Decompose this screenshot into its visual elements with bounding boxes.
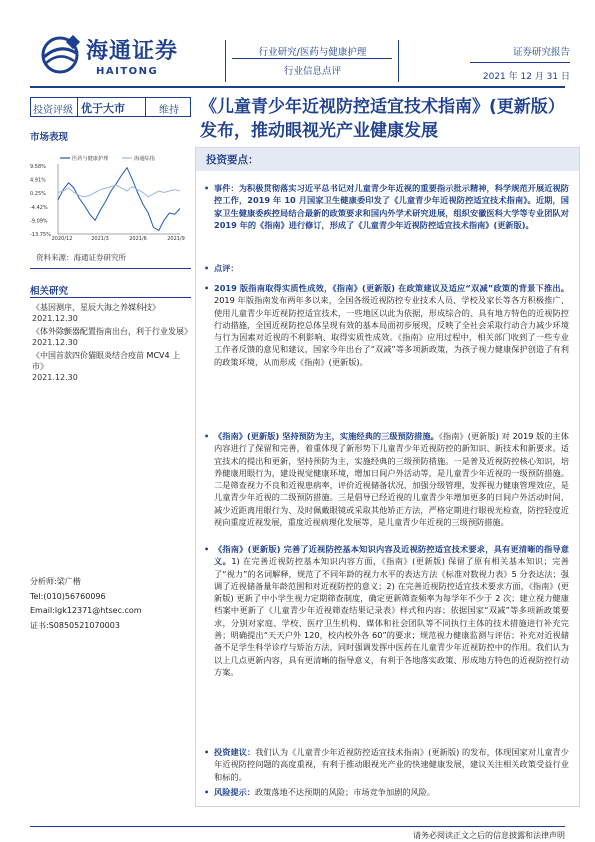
chart-legend	[60, 154, 155, 162]
y-tick-label: -4.42%	[30, 204, 48, 211]
logo-wordmark-cn: 海通证券	[86, 39, 179, 64]
analyst-email[interactable]: Email:lgk12371@htsec.com	[30, 606, 142, 616]
rating-label: 投资评级	[33, 105, 73, 116]
report-category: 行业研究/医药与健康护理	[258, 47, 367, 58]
header-divider	[225, 40, 226, 82]
point-paragraph	[204, 282, 569, 368]
bullet-icon: •	[204, 263, 210, 273]
y-tick-label: 4.91%	[30, 177, 46, 184]
rating-action: 维持	[159, 105, 179, 116]
related-item[interactable]	[32, 302, 192, 324]
related-item[interactable]	[32, 350, 192, 383]
key-points-header	[196, 148, 579, 171]
x-tick-label: 2021/9	[167, 236, 185, 242]
paragraph-text: 2019 年版指南发布两年多以来，全国各级近视防控专业技术人员、学校及家长等各方积极推广、使用儿童青少年近视防控适宜技术，一些地区以此为依据，形成综合的、具有地方特色的近视防控行动措施，全国近视防控总体呈现有效的基本局面初步展现，反映了全社会采取行动合力减少环境与行为因素对近视的不利影响、取得实质性成效。《指南》应用过程中，相关部门收到了一些专业工作者反馈的意见和建议，国家今年出台了“双减”等多项新政策，为孩子视力健康保护创造了有利的政策环境，从而形成《指南》(更新版)。	[214, 295, 569, 367]
event-paragraph	[204, 182, 569, 231]
section-rule	[30, 268, 191, 269]
investment-rating	[30, 97, 191, 117]
legend-label: 海通综指	[134, 156, 155, 162]
bullet-icon: •	[204, 747, 210, 757]
report-type: 行业信息点评	[283, 66, 341, 77]
comment-label-paragraph	[204, 262, 569, 274]
comment-label: 点评：	[214, 263, 239, 273]
point-paragraph	[204, 543, 569, 678]
paragraph-lead: 风险提示：	[214, 787, 255, 797]
analyst-info	[30, 575, 142, 633]
market-performance-title: 市场表现	[30, 132, 69, 143]
header-subrule	[232, 58, 392, 59]
paragraph-text: 政策落地不达预期的风险；市场竞争加剧的风险。	[254, 787, 436, 797]
related-item-date: 2021.12.30	[32, 373, 78, 382]
series-line	[58, 185, 180, 197]
bullet-icon: •	[204, 431, 210, 441]
bullet-icon: •	[204, 183, 210, 193]
paragraph-text: 1) 在完善近视防控基本知识内容方面，《指南》(更新版) 保留了原有相关基本知识；完善了“视力”的名词解释，规范了不同年龄的视力水平的表达方法《标准对数视力表》5 分表达法；强调了近视储备量年龄范围和对近视防控的意义；2) 在完善近视防控适宜技术要求方面，《指南》(更新版) 更新了中小学生视力定期筛查制度，确定更新筛查频率为每学年不少于 2 次；建立视力健康档案中更新了《儿童青少年近视筛查结果记录表》样式和内容；依据国家“双减”等多项新政策要求，分别对家庭、学校、医疗卫生机构、媒体和社会团队等不同执行主体的技术措施进行补充完善；明确提出“天天户外 120，校内校外各 60”的要求；规范视力健康监测与评估；补充对近视储备不足学生科学诊疗与矫治方法，同时强调发挥中医药在儿童青少年近视防控中的作用。我们认为以上几点更新内容，具有更清晰的指导意义，有利于各地落实政策、形成地方特色的近视防控行动方案。	[214, 556, 569, 677]
related-item-title: 《体外除颤器配置指南出台，利于行业发展》	[32, 327, 192, 336]
analyst-name: 分析师:梁广楷	[30, 577, 81, 586]
x-tick-label: 2021/3	[91, 236, 109, 242]
logo-wordmark-en: HAITONG	[96, 66, 159, 77]
section-rule	[30, 297, 191, 298]
paragraph-lead: 2019 版指南取得实质性成效，《指南》(更新版) 在政策建议及适应“双减”政策的背景下推出。	[214, 283, 569, 293]
paragraph-lead: 事件：	[214, 183, 239, 193]
rating-value: 优于大市	[81, 102, 125, 115]
y-tick-label: 9.58%	[30, 164, 46, 170]
analyst-cert: 证书:S0850521070003	[30, 620, 120, 630]
legend-label: 医药与健康护理	[72, 156, 109, 162]
series-line	[58, 168, 180, 231]
footer-disclaimer[interactable]: 请务必阅读正文之后的信息披露和法律声明	[413, 831, 565, 840]
paragraph-lead: 《指南》(更新版) 完善了近视防控基本知识内容及近视防控适宜技术要求，具有更清晰的指导意义。	[214, 544, 569, 567]
chart-source: 资料来源：海通证券研究所	[36, 253, 126, 262]
point-paragraph	[204, 430, 569, 528]
haitong-logo-icon	[38, 35, 82, 75]
related-item-date: 2021.12.30	[32, 338, 78, 347]
related-item[interactable]	[32, 326, 192, 348]
key-points-box	[195, 147, 580, 807]
report-title: 《儿童青少年近视防控适宜技术指南》(更新版）发布，推动眼视光产业健康发展	[200, 97, 565, 141]
paragraph-text: 我们认为《儿童青少年近视防控适宜技术指南》(更新版) 的发布，体现国家对儿童青少年近视防控问题的高度重视，有利于推动眼视光产业的快速健康发展，建议关注相关政策受益行业和标的。	[214, 747, 569, 782]
rating-separator	[145, 98, 146, 116]
x-tick-label: 2021/6	[129, 236, 147, 242]
report-date: 2021 年 12 月 31 日	[482, 72, 570, 82]
paragraph-text: 《指南》(更新版) 对 2019 版的主体内容进行了保留和完善，着重体现了新形势下儿童青少年近视防控的新知识、新技术和新要求。适宜技术的提出和更新，坚持预防为主，实施经典的三级预防措施。一是普及近视防控核心知识，培养健康用眼行为，建设视觉健康环境，增加日间户外活动等，是儿童青少年近视的一级预防措施。二是筛查视力不良和近视患病率，评价近视储备状况，加强分级管理，发挥视力健康管理效应，是儿童青少年近视的二级预防措施。三是倡导已经近视的儿童青少年增加更多的日间户外活动时间、减少近距离用眼行为、及时佩戴眼镜或采取其他矫正方法，严格定期进行眼视光检查，防控轻度近视向重度近视发展，重度近视病理化发展等，是儿童青少年近视的三级预防措施。	[214, 431, 569, 528]
footer-rule	[30, 826, 565, 827]
related-research-title: 相关研究	[30, 286, 69, 297]
key-points-title: 投资要点：	[206, 154, 259, 166]
paragraph-lead: 投资建议：	[214, 747, 256, 757]
related-item-title: 《中国首款四价猫眼炎结合疫苗 MCV4 上市》	[32, 351, 181, 371]
bullet-icon: •	[204, 787, 210, 797]
page-header	[0, 0, 595, 90]
bullet-icon: •	[204, 283, 210, 293]
y-tick-label: -13.75%	[30, 232, 51, 238]
header-divider	[398, 40, 399, 82]
related-item-date: 2021.12.30	[32, 314, 78, 323]
related-item-title: 《基因测序、星辰大海之养媒科技》	[32, 303, 160, 312]
y-tick-label: 0.25%	[30, 191, 46, 198]
report-kind: 证券研究报告	[512, 47, 570, 58]
x-tick-label: 2020/12	[51, 236, 73, 242]
rating-separator	[77, 98, 78, 116]
paragraph-text: 为积极贯彻落实习近平总书记对儿童青少年近视的重要指示批示精神，科学规范开展近视防控工作，2019 年 10 月国家卫生健康委印发了《儿童青少年近视防控适宜技术指南》。近期，国家卫生健康委疾控局结合最新的政策要求和国内外学术研究进展，组织安徽医科大学等专业团队对 2019 年的《指南》进行修订，形成了《儿童青少年近视防控适宜技术指南》(更新版)。	[214, 183, 569, 230]
point-paragraph	[204, 746, 569, 783]
header-subrule	[470, 62, 570, 63]
header-bottom-rule	[30, 86, 565, 88]
bullet-icon: •	[204, 544, 210, 554]
y-tick-label: -9.09%	[30, 218, 48, 225]
paragraph-lead: 《指南》(更新版) 坚持预防为主，实施经典的三级预防措施。	[214, 431, 439, 441]
point-paragraph	[204, 786, 569, 798]
analyst-tel: Tel:(010)56760096	[30, 591, 106, 601]
market-performance-chart	[30, 150, 191, 242]
